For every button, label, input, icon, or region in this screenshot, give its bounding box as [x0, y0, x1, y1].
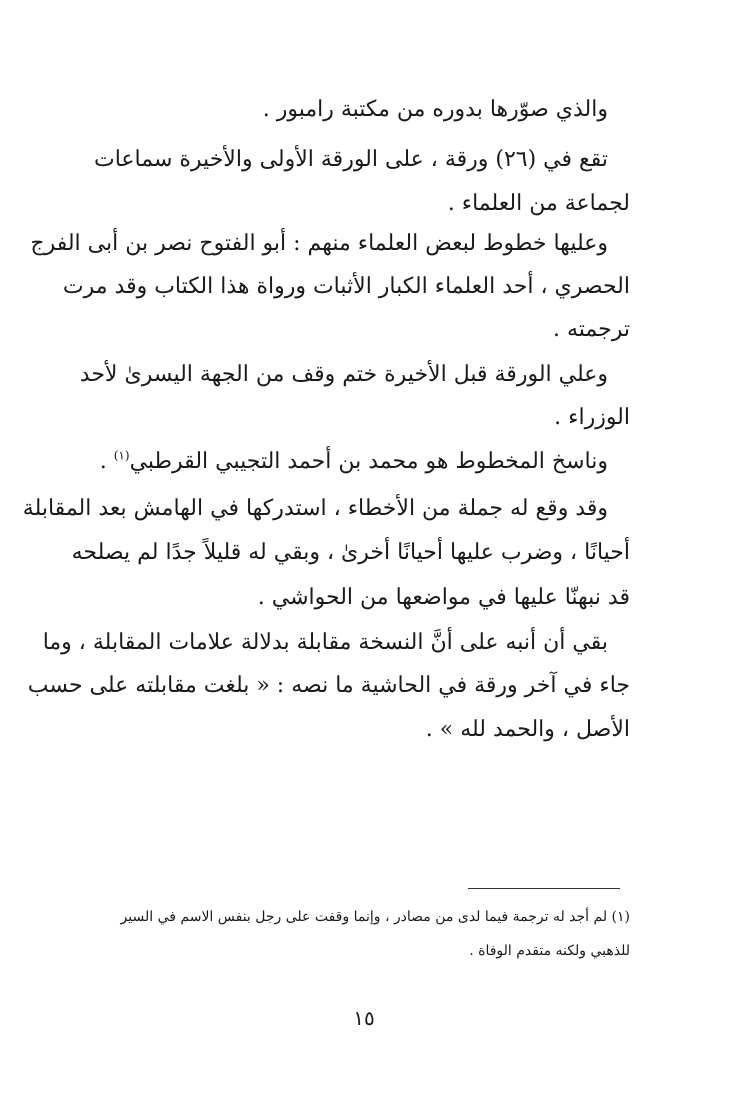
body-line-with-footnote — [98, 440, 630, 484]
footnote-separator — [468, 888, 620, 889]
body-text: وناسخ المخطوط هو محمد بن أحمد التجيبي القرطبي — [129, 449, 608, 474]
body-line: الوزراء . — [554, 405, 630, 430]
footnote-line: (١) لم أجد له ترجمة فيما لدى من مصادر ، وإنما وقفت على رجل بنفس الاسم في السير — [120, 909, 630, 925]
body-line: الحصري ، أحد العلماء الكبار الأثبات ورواة هذا الكتاب وقد مرت — [62, 274, 630, 299]
book-page — [22, 0, 630, 1099]
page-number: ١٥ — [353, 1006, 375, 1030]
body-line: تقع في (٢٦) ورقة ، على الورقة الأولى والأخيرة سماعات — [94, 147, 608, 172]
body-line: الأصل ، والحمد لله » . — [425, 717, 630, 742]
footnote-line: للذهبي ولكنه متقدم الوفاة . — [469, 943, 630, 959]
body-line: لجماعة من العلماء . — [447, 191, 630, 216]
body-line: أحيانًا ، وضرب عليها أحيانًا أخرىٰ ، وبقي له قليلاً جدًا لم يصلحه — [71, 540, 630, 565]
body-line: وعلي الورقة قبل الأخيرة ختم وقف من الجهة اليسرىٰ لأحد — [79, 362, 608, 387]
body-text-tail: . — [99, 449, 114, 474]
body-line: وقد وقع له جملة من الأخطاء ، استدركها في الهامش بعد المقابلة — [22, 496, 608, 521]
body-line: قد نبهنّا عليها في مواضعها من الحواشي . — [257, 585, 630, 610]
body-line: ترجمته . — [553, 317, 630, 342]
body-line: وعليها خطوط لبعض العلماء منهم : أبو الفتوح نصر بن أبى الفرج — [30, 231, 608, 256]
body-line: والذي صوّرها بدوره من مكتبة رامبور . — [262, 97, 608, 122]
footnote-reference: (١) — [113, 448, 130, 463]
body-line: بقي أن أنبه على أنَّ النسخة مقابلة بدلالة علامات المقابلة ، وما — [42, 630, 608, 655]
body-line: جاء في آخر ورقة في الحاشية ما نصه : « بلغت مقابلته على حسب — [27, 673, 630, 698]
